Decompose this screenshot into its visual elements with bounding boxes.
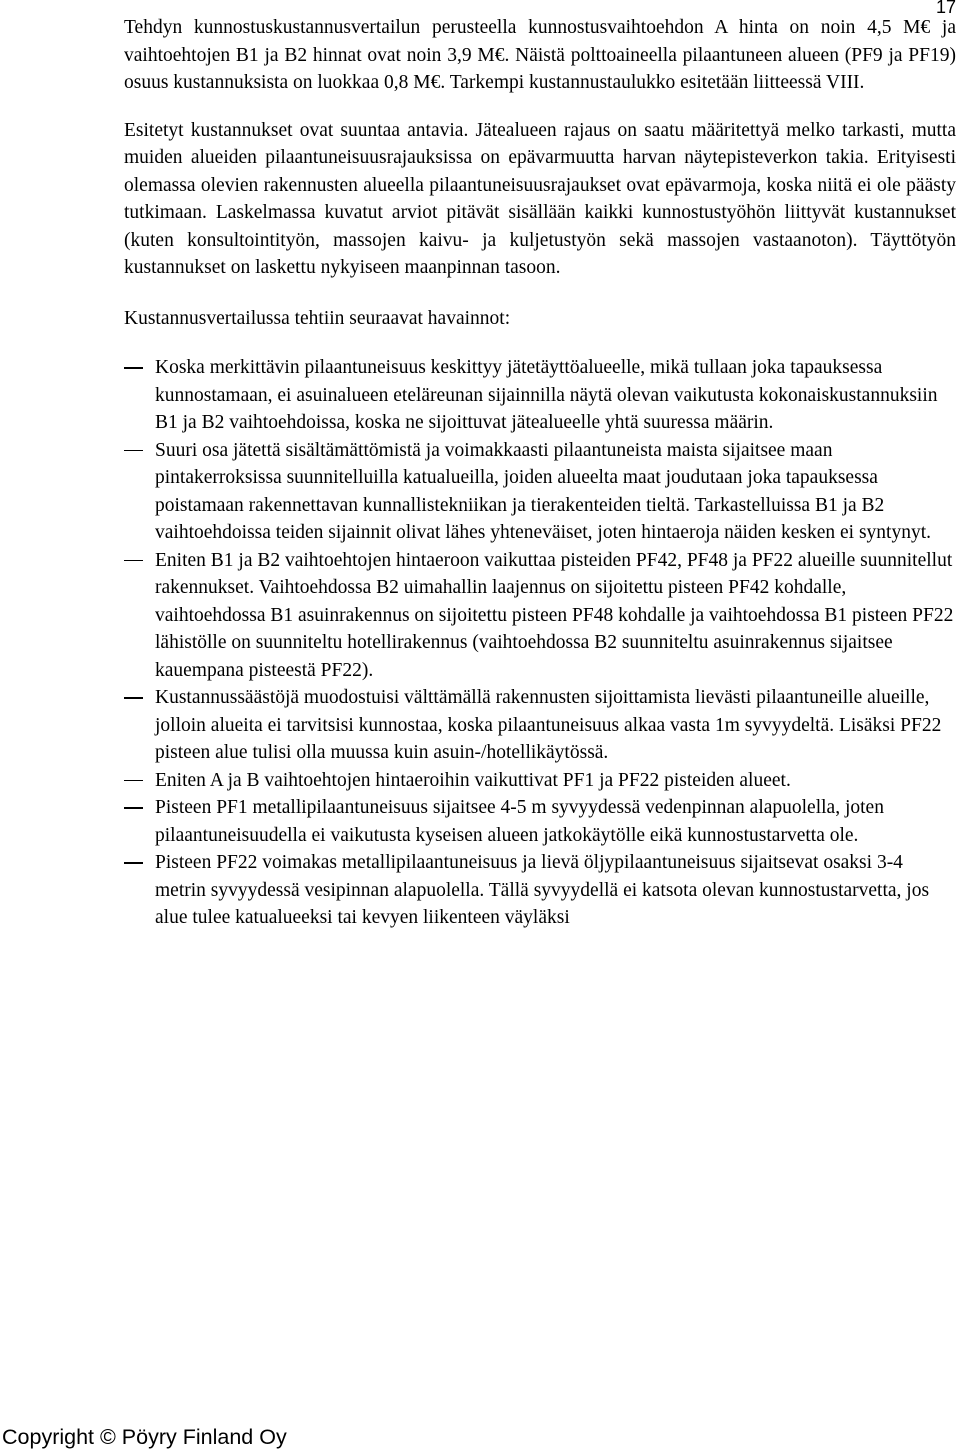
page-number: 17 [935,0,956,17]
dash-bullet-icon [124,807,143,809]
list-item [124,794,956,849]
list-item [124,684,956,767]
cost-caveats-paragraph: Esitetyt kustannukset ovat suuntaa antavia. Jätealueen rajaus on saatu määritettyä melko tarkasti, mutta muiden alueiden pilaantuneisuusrajauksissa on epävarmuutta harvan näytepisteverkon takia. Erityisesti olemassa olevien rakennusten alueella pilaantuneisuusrajaukset ovat epävarmoja, koska niitä ei ole päästy tutkimaan. Laskelmassa kuvatut arviot pitävät sisällään kaikki kunnostustyöhön liittyvät kustannukset (kuten konsultointityön, massojen kaivu- ja kuljetustyön sekä massojen vastaanoton). Täyttötyön kustannukset on laskettu nykyiseen maanpinnan tasoon. [124,119,956,278]
list-item-text: Kustannussäästöjä muodostuisi välttämällä rakennusten sijoittamista lievästi pilaantuneille alueille, jolloin alueita ei tarvitsisi kunnostaa, koska pilaantuneisuus alkaa vasta 1m syvyydeltä. Lisäksi PF22 pisteen alue tulisi olla muussa kuin asuin-/hotellikäytössä. [155,687,942,763]
dash-bullet-icon [124,450,143,452]
dash-bullet-icon [124,780,143,782]
dash-bullet-icon [124,367,143,369]
list-item [124,849,956,932]
dash-bullet-icon [124,697,143,699]
findings-intro: Kustannusvertailussa tehtiin seuraavat havainnot: [124,307,511,329]
list-item-text: Eniten A ja B vaihtoehtojen hintaeroihin vaikuttivat PF1 ja PF22 pisteiden alueet. [155,769,791,791]
list-item [124,547,956,685]
cost-summary-paragraph: Tehdyn kunnostuskustannusvertailun perusteella kunnostusvaihtoehdon A hinta on noin 4,5 M€ ja vaihtoehtojen B1 ja B2 hinnat ovat noin 3,9 M€. Näistä polttoaineella pilaantuneen alueen (PF9 ja PF19) osuus kustannuksista on luokkaa 0,8 M€. Tarkempi kustannustaulukko esitetään liitteessä VIII. [124,17,956,93]
list-item [124,354,956,437]
list-item-text: Pisteen PF22 voimakas metallipilaantuneisuus ja lievä öljypilaantuneisuus sijaitsevat osaksi 3-4 metrin syvyydessä vesipinnan alapuolella. Tällä syvyydellä ei katsota olevan kunnostustarvetta, jos alue tulee katualueeksi tai kevyen liikenteen väyläksi [155,852,930,928]
list-item-text: Koska merkittävin pilaantuneisuus keskittyy jätetäyttöalueelle, mikä tullaan joka tapauksessa kunnostamaan, ei asuinalueen eteläreunan sijainnilla näytä olevan vaikutusta kokonaiskustannuksiin B1 ja B2 vaihtoehdoissa, koska ne sijoittuvat jätealueelle yhtä suuressa määrin. [155,357,938,433]
list-item-text: Pisteen PF1 metallipilaantuneisuus sijaitsee 4-5 m syvyydessä vedenpinnan alapuolella, joten pilaantuneisuudella ei vaikutusta kyseisen alueen jatkokäytölle eikä kunnostustarvetta ole. [155,797,884,846]
list-item-text: Suuri osa jätettä sisältämättömistä ja voimakkaasti pilaantuneista maista sijaitsee maan pintakerroksissa suunnitelluilla katualueilla, joiden alueelta maat joudutaan joka tapauksessa poistamaan rakennettavan kunnallistekniikan ja tierakenteiden tieltä. Tarkastelluissa B1 ja B2 vaihtoehdoissa teiden sijainnit olivat lähes yhteneväiset, joten hintaeroja näiden kesken ei syntynyt. [155,439,932,543]
list-item [124,437,956,547]
list-item [124,767,956,795]
dash-bullet-icon [124,560,143,562]
findings-list [124,354,956,932]
document-body [124,14,956,932]
copyright-footer: Copyright © Pöyry Finland Oy [2,1425,287,1449]
dash-bullet-icon [124,862,143,864]
list-item-text: Eniten B1 ja B2 vaihtoehtojen hintaeroon vaikuttaa pisteiden PF42, PF48 ja PF22 alueille suunnitellut rakennukset. Vaihtoehdossa B2 uimahallin laajennus on sijoitettu pisteen PF42 kohdalle, vaihtoehdossa B1 asuinrakennus on sijoitettu pisteen PF48 kohdalle ja vaihtoehdossa B1 pisteen PF22 lähistölle on suunniteltu hotellirakennus (vaihtoehdossa B2 suunniteltu asuinrakennus sijaitsee kauempana pisteestä PF22). [155,549,954,681]
